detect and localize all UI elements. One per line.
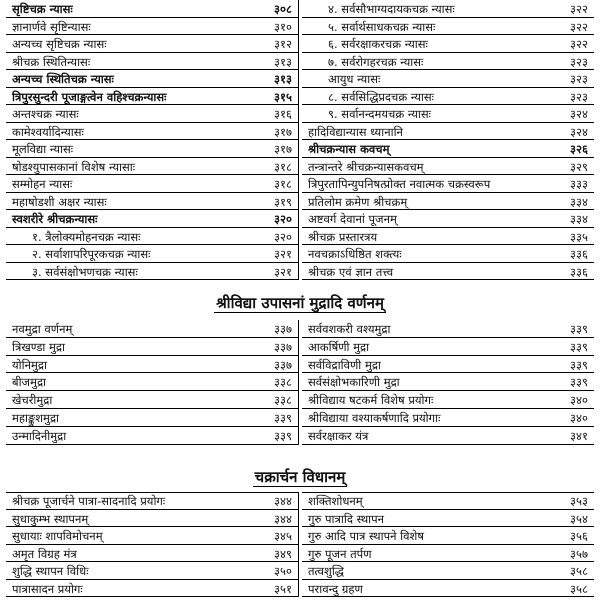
contents-entry <box>302 123 594 141</box>
entry-title: ५. सर्वार्थसाधकचक्र न्यासः <box>328 19 436 34</box>
contents-entry <box>6 409 298 427</box>
contents-entry <box>6 391 298 409</box>
entry-title: अन्यच्च स्थितिचक्र न्यासः <box>12 72 114 86</box>
contents-entry <box>6 70 298 88</box>
entry-title: अन्तश्चक्र न्यासः <box>12 107 79 121</box>
entry-title: कामेश्वर्यादिन्यासः <box>12 124 84 139</box>
entry-title: तत्वशुद्धि <box>308 564 344 578</box>
contents-entry <box>6 105 298 123</box>
entry-title: अन्यच्च सृष्टिचक्र न्यासः <box>12 37 107 51</box>
entry-page-number: ३४५ <box>274 529 292 543</box>
row-divider <box>6 444 298 445</box>
contents-entry <box>6 263 298 281</box>
entry-page-number: ३५६ <box>570 529 588 543</box>
section-heading-mudra-text: श्रीविद्या उपासनां मुद्रादि वर्णनम् <box>216 294 384 312</box>
contents-entry <box>6 35 298 53</box>
entry-page-number: ३२१ <box>274 247 292 261</box>
entry-title: महाषोडशी अक्षर न्यासः <box>12 194 107 209</box>
entry-page-number: ३३६ <box>570 247 588 261</box>
entry-page-number: ३३७ <box>274 357 292 372</box>
contents-entry <box>302 492 594 510</box>
entry-title: स्वशरीरे श्रीचक्रन्यासः <box>12 212 98 226</box>
contents-entry <box>302 391 594 409</box>
contents-entry <box>6 338 298 356</box>
contents-entry <box>302 562 594 580</box>
entry-title: हादिविद्यान्यास ध्यानानि <box>308 124 403 139</box>
contents-entry <box>6 0 298 18</box>
entry-title: पात्रासादन प्रयोगः <box>12 581 83 596</box>
entry-page-number: ३२४ <box>570 107 588 121</box>
contents-table-mudra <box>0 320 600 450</box>
entry-title: उन्मादिनीमुद्रा <box>12 428 67 443</box>
entry-page-number: ३२२ <box>570 19 588 34</box>
entry-page-number: ३३९ <box>274 411 292 425</box>
contents-entry <box>6 492 298 510</box>
entry-title: खेचरीमुद्रा <box>12 393 53 408</box>
entry-title: सृष्टिचक्र न्यासः <box>12 2 73 16</box>
row-divider <box>302 279 594 280</box>
entry-title: श्रीचक्र पूजार्चने पात्रा-सादनादि प्रयोगः <box>12 494 166 508</box>
entry-page-number: ३२० <box>274 212 292 226</box>
contents-entry <box>302 140 594 158</box>
contents-entry <box>302 580 594 598</box>
contents-entry <box>6 210 298 228</box>
entry-page-number: ३३८ <box>274 375 292 390</box>
entry-title: गुरु पूजन तर्पण <box>308 546 372 561</box>
contents-entry <box>302 263 594 281</box>
entry-title: शक्तिशोधनम् <box>308 494 363 508</box>
column-divider <box>298 320 299 445</box>
contents-entry <box>6 580 298 598</box>
entry-title: गुरु आदि पात्र स्थापने विशेष <box>308 529 424 543</box>
entry-page-number: ३४९ <box>274 546 292 561</box>
entry-page-number: ३३९ <box>570 375 588 390</box>
entry-page-number: ३२१ <box>274 264 292 279</box>
entry-title: श्रीविद्याय षटकर्म विशेष प्रयोगः <box>308 393 434 408</box>
contents-entry <box>302 245 594 263</box>
entry-page-number: ३५८ <box>570 581 588 596</box>
entry-page-number: ३४० <box>570 411 588 425</box>
entry-title: नवमुद्रा वर्णनम् <box>12 322 73 336</box>
contents-entry <box>6 545 298 563</box>
entry-page-number: ३१८ <box>274 159 292 174</box>
entry-title: योनिमुद्रा <box>12 357 47 372</box>
contents-entry <box>6 53 298 71</box>
section-heading-chakrarchan-text: चक्रार्चन विधानम् <box>254 468 346 486</box>
contents-entry <box>6 562 298 580</box>
contents-entry <box>302 53 594 71</box>
entry-title: श्रीचक्रन्यास कवचम् <box>308 142 390 156</box>
contents-entry <box>302 88 594 106</box>
entry-title: सर्वरक्षाकर यंत्र <box>308 428 369 443</box>
entry-page-number: ३४१ <box>570 428 588 443</box>
contents-entry <box>6 245 298 263</box>
entry-title: १. त्रैलोक्यमोहनचक्र न्यासः <box>32 229 141 244</box>
row-divider <box>302 596 594 597</box>
entry-title: सम्मोहन न्यासः <box>12 177 73 191</box>
column-divider <box>298 492 299 597</box>
entry-title: सुधाकुम्भ स्थापनम् <box>12 511 89 526</box>
entry-page-number: ३५७ <box>570 546 588 561</box>
contents-entry <box>302 356 594 374</box>
entry-title: आयुध न्यासः <box>328 72 381 86</box>
entry-title: षोडश्युपासकानां विशेष न्यासाः <box>12 159 136 174</box>
entry-title: तन्त्रान्तरे श्रीचक्रन्यासकवचम् <box>308 159 424 174</box>
entry-title: मूलविद्या न्यासः <box>12 142 74 156</box>
contents-entry <box>6 373 298 391</box>
table-top-border <box>302 492 594 493</box>
entry-page-number: ३५४ <box>570 511 588 526</box>
contents-entry <box>6 320 298 338</box>
entry-page-number: ३४४ <box>274 511 292 526</box>
entry-page-number: ३१२ <box>274 37 292 51</box>
column-divider <box>298 0 299 280</box>
contents-entry <box>6 88 298 106</box>
contents-entry <box>302 105 594 123</box>
entry-title: त्रिपुरसुन्दरी पूजाङ्गत्वेन वहिश्चक्रन्यासः <box>12 89 167 104</box>
contents-entry <box>6 123 298 141</box>
entry-page-number: ३३३ <box>570 177 588 191</box>
entry-title: परावन्दु ग्रहण <box>308 581 363 596</box>
entry-page-number: ३३६ <box>570 264 588 279</box>
contents-entry <box>302 338 594 356</box>
entry-title: बीजमुद्रा <box>12 375 47 390</box>
entry-title: श्रीचक्र स्थितिन्यासः <box>12 54 91 69</box>
contents-entry <box>6 18 298 36</box>
entry-page-number: ३२२ <box>570 2 588 16</box>
contents-table-chakrarchan <box>0 492 600 600</box>
entry-title: श्रीचक्र प्रस्तारत्रय <box>308 229 378 244</box>
entry-title: अष्टवर्ग देवानां पूजनम् <box>308 212 397 226</box>
entry-title: सर्ववशकरी वश्यमुद्रा <box>308 322 391 336</box>
entry-page-number: ३२३ <box>570 89 588 104</box>
contents-entry <box>6 228 298 246</box>
contents-table-nyasa <box>0 0 600 282</box>
contents-entry <box>302 0 594 18</box>
row-divider <box>6 279 298 280</box>
entry-title: ९. सर्वानन्दमयचक्र न्यासः <box>328 107 431 121</box>
entry-page-number: ३३४ <box>570 194 588 209</box>
row-divider <box>302 444 594 445</box>
entry-title: गुरु पात्रादि स्थापन <box>308 511 385 526</box>
entry-page-number: ३२४ <box>570 124 588 139</box>
entry-title: महाङ्कुशमुद्रा <box>12 411 60 425</box>
contents-entry <box>302 228 594 246</box>
entry-page-number: ३५० <box>274 564 292 578</box>
contents-entry <box>302 409 594 427</box>
entry-title: शुद्धि स्थापन विधिः <box>12 564 89 578</box>
entry-title: प्रतिलोम क्रमेण श्रीचक्रम् <box>308 194 408 209</box>
entry-page-number: ३३४ <box>570 212 588 226</box>
entry-title: ज्ञानार्णवे सृष्टिन्यासः <box>12 19 91 34</box>
entry-page-number: ३२२ <box>570 37 588 51</box>
contents-entry <box>302 527 594 545</box>
entry-page-number: ३४४ <box>274 494 292 508</box>
entry-title: श्रीचक्र एवं ज्ञान तत्त्व <box>308 264 394 279</box>
entry-title: श्रीविद्याया वश्याकर्षणादि प्रयोगाः <box>308 411 441 425</box>
contents-entry <box>6 193 298 211</box>
entry-title: त्रिखण्डा मुद्रा <box>12 339 65 354</box>
entry-page-number: ३१५ <box>274 89 292 104</box>
entry-page-number: ३३९ <box>570 339 588 354</box>
entry-title: सुधायाः शापविमोचनम् <box>12 529 103 543</box>
entry-page-number: ३२३ <box>570 72 588 86</box>
entry-title: सर्वसंक्षोभकारिणी मुद्रा <box>308 375 400 390</box>
entry-page-number: ३३५ <box>570 229 588 244</box>
contents-entry <box>302 373 594 391</box>
entry-title: २. सर्वाशापरिपूरकचक्र न्यासः <box>32 247 151 261</box>
entry-title: नवचक्राऽधिष्ठित शक्त्यः <box>308 247 402 261</box>
entry-page-number: ३२० <box>274 229 292 244</box>
entry-title: ७. सर्वरोगहरचक्र न्यासः <box>328 54 424 69</box>
contents-entry <box>302 175 594 193</box>
contents-entry <box>302 427 594 445</box>
entry-page-number: ३३९ <box>570 357 588 372</box>
contents-entry <box>302 510 594 528</box>
contents-entry <box>6 158 298 176</box>
contents-entry <box>6 527 298 545</box>
row-divider <box>6 596 298 597</box>
entry-page-number: ३२६ <box>570 142 588 156</box>
entry-title: त्रिपुरतापिन्युपनिषत्प्रोक्त नवात्मक चक्रस्वरूप <box>308 177 491 191</box>
entry-page-number: ३१६ <box>274 107 292 121</box>
entry-page-number: ३१७ <box>274 142 292 156</box>
entry-page-number: ३२९ <box>570 159 588 174</box>
contents-entry <box>6 510 298 528</box>
entry-page-number: ३१३ <box>274 54 292 69</box>
section-heading-chakrarchan <box>0 466 600 488</box>
entry-title: सर्वविद्राविणी मुद्रा <box>308 357 381 372</box>
entry-page-number: ३४० <box>570 393 588 408</box>
contents-entry <box>302 545 594 563</box>
entry-page-number: ३५३ <box>570 494 588 508</box>
entry-title: ३. सर्वसंक्षोभणचक्र न्यासः <box>32 264 138 279</box>
entry-title: आकर्षिणी मुद्रा <box>308 339 370 354</box>
contents-entry <box>6 356 298 374</box>
contents-entry <box>302 193 594 211</box>
entry-page-number: ३०८ <box>274 2 292 16</box>
entry-page-number: ३१७ <box>274 124 292 139</box>
contents-entry <box>6 175 298 193</box>
entry-page-number: ३५१ <box>274 581 292 596</box>
entry-page-number: ३३९ <box>570 322 588 336</box>
contents-entry <box>302 320 594 338</box>
entry-page-number: ३२३ <box>570 54 588 69</box>
entry-page-number: ३३८ <box>274 393 292 408</box>
contents-entry <box>6 427 298 445</box>
entry-title: ६. सर्वरक्षाकरचक्र न्यासः <box>328 37 428 51</box>
contents-entry <box>6 140 298 158</box>
contents-entry <box>302 158 594 176</box>
contents-entry <box>302 70 594 88</box>
entry-page-number: ३३७ <box>274 322 292 336</box>
entry-page-number: ३५८ <box>570 564 588 578</box>
entry-page-number: ३३९ <box>274 428 292 443</box>
entry-title: ४. सर्वसौभाग्यदायकचक्र न्यासः <box>328 2 455 16</box>
entry-page-number: ३१० <box>274 19 292 34</box>
entry-page-number: ३३७ <box>274 339 292 354</box>
entry-title: अमृत विग्रह मंत्र <box>12 546 77 561</box>
entry-page-number: ३१३ <box>274 72 292 86</box>
table-top-border <box>6 492 298 493</box>
contents-entry <box>302 210 594 228</box>
contents-entry <box>302 18 594 36</box>
contents-entry <box>302 35 594 53</box>
entry-page-number: ३१८ <box>274 177 292 191</box>
entry-page-number: ३१९ <box>274 194 292 209</box>
section-heading-mudra <box>0 292 600 314</box>
entry-title: ८. सर्वसिद्धिप्रदचक्र न्यासः <box>328 89 434 104</box>
